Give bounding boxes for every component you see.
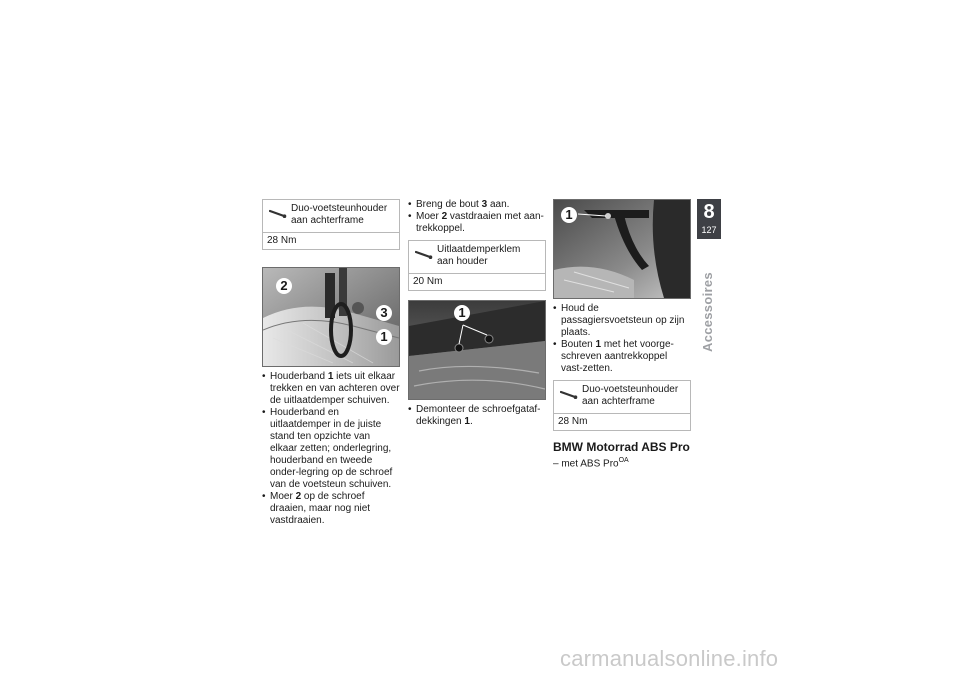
instruction-step: • Breng de bout 3 aan.	[408, 199, 546, 211]
torque-spec-header	[409, 241, 545, 273]
photo-callout-1: 1	[454, 305, 470, 321]
torque-spec-box	[408, 240, 546, 291]
instruction-list	[553, 303, 691, 375]
photo-passenger-footrest	[553, 199, 691, 299]
column-2	[408, 199, 546, 428]
instruction-list	[408, 404, 546, 428]
instruction-step: • Moer 2 op de schroef draaien, maar nog niet vastdraaien.	[262, 491, 400, 527]
torque-spec-header	[263, 200, 399, 232]
torque-spec-value: 28 Nm	[554, 413, 690, 430]
column-3	[553, 199, 691, 470]
torque-spec-label: Uitlaatdemperklem aan houder	[437, 244, 521, 267]
section-heading: BMW Motorrad ABS Pro	[553, 440, 690, 454]
torque-spec-label: Duo-voetsteunhouder aan achterframe	[582, 384, 679, 407]
torque-spec-label: Duo-voetsteunhouder aan achterframe	[291, 203, 388, 226]
instruction-step: • Bouten 1 met het voorge-schreven aantrekkoppel vast-zetten.	[553, 339, 691, 375]
page-number: 127	[701, 225, 717, 235]
torque-spec-value: 20 Nm	[409, 273, 545, 290]
torque-spec-value: 28 Nm	[263, 232, 399, 249]
torque-spec-box	[262, 199, 400, 250]
watermark: carmanualsonline.info	[560, 646, 779, 671]
photo-callout-1: 1	[561, 207, 577, 223]
photo-muffler-clamp	[262, 267, 400, 367]
chapter-number: 8	[703, 201, 715, 223]
instruction-step: • Moer 2 vastdraaien met aan-trekkoppel.	[408, 211, 546, 235]
instruction-step: • Houderband 1 iets uit elkaar trekken en van achteren over de uitlaatdemper schuiven.	[262, 371, 400, 407]
instruction-step: • Houderband en uitlaatdemper in de juiste stand ten opzichte van elkaar zetten; onderlegring, houderband en tweede onder-legring op de schroef van de voetsteun schuiven.	[262, 407, 400, 491]
column-1	[262, 199, 400, 527]
photo-screw-covers	[408, 300, 546, 400]
torque-spec-box	[553, 380, 691, 431]
instruction-list	[408, 199, 546, 235]
option-superscript: OA	[618, 457, 629, 464]
torque-wrench-icon	[269, 209, 287, 219]
photo-callout-1: 1	[376, 329, 392, 345]
torque-spec-header	[554, 381, 690, 413]
instruction-step: • Demonteer de schroefgataf-dekkingen 1.	[408, 404, 546, 428]
instruction-list	[262, 371, 400, 527]
photo-callout-3: 3	[376, 305, 392, 321]
torque-wrench-icon	[560, 390, 578, 400]
chapter-title: Accessoires	[700, 272, 715, 352]
instruction-step: • Houd de passagiersvoetsteun op zijn plaats.	[553, 303, 691, 339]
photo-callout-2: 2	[276, 278, 292, 294]
section-note: – met ABS Pro$^{OA}$	[553, 457, 629, 470]
torque-wrench-icon	[415, 250, 433, 260]
